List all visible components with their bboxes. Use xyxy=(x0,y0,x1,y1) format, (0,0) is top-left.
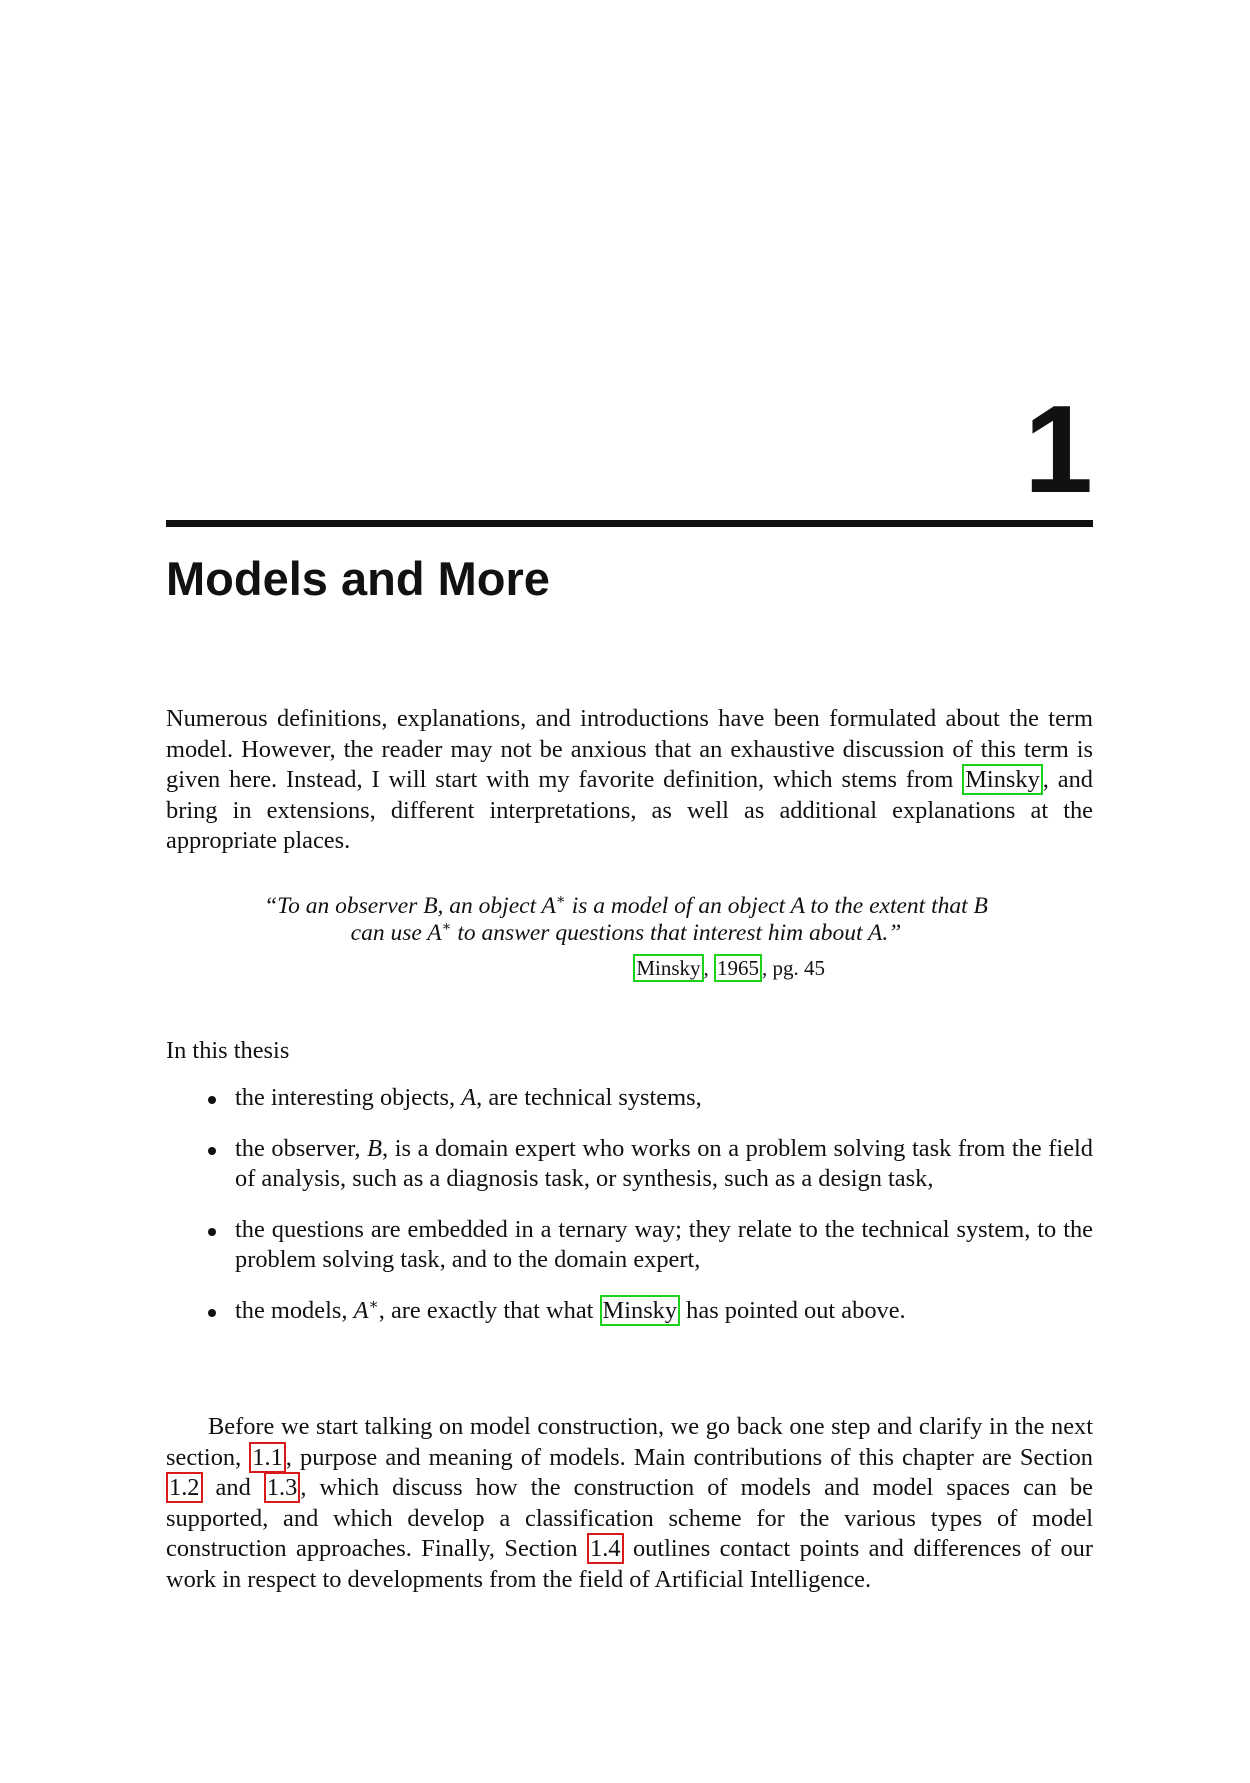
math-variable: A xyxy=(353,1296,369,1324)
bullet-icon xyxy=(208,1228,216,1236)
bullet-2-text-post: , is a domain expert who works on a problem solving task from the field of analysis, such as a diagnosis task, or synthesis, such as a design task, xyxy=(235,1134,1093,1192)
lead-in-text: In this thesis xyxy=(166,1037,290,1064)
list-item xyxy=(166,1296,1093,1327)
closing-paragraph xyxy=(166,1412,1093,1595)
chapter-number: 1 xyxy=(1024,381,1093,519)
bullet-4-text-pre: the models, xyxy=(235,1296,354,1324)
bullet-icon xyxy=(208,1147,216,1155)
list-item xyxy=(166,1083,1093,1114)
block-quote xyxy=(261,893,991,947)
bullet-4-text-post: has pointed out above. xyxy=(680,1296,906,1324)
section-link-1-1[interactable]: 1.1 xyxy=(249,1442,286,1473)
section-link-1-2[interactable]: 1.2 xyxy=(166,1472,203,1503)
math-variable: A xyxy=(461,1084,477,1111)
bullet-icon xyxy=(208,1309,216,1317)
bullet-icon xyxy=(208,1096,216,1104)
math-variable: B xyxy=(367,1134,383,1162)
bullet-3-text: the questions are embedded in a ternary way; they relate to the technical system, to the problem solving task, and to the domain expert, xyxy=(235,1215,1093,1273)
intro-text-2: , and bring in extensions, different interpretations, as well as additional explanations at the appropriate places. xyxy=(166,766,1093,854)
quote-attribution xyxy=(633,955,825,981)
list-item xyxy=(166,1215,1093,1276)
bullet-1-text-post: , are technical systems, xyxy=(476,1084,702,1111)
chapter-title: Models and More xyxy=(166,552,550,605)
citation-link-minsky-attribution[interactable]: Minsky xyxy=(633,954,703,982)
intro-text-1: Numerous definitions, explanations, and introductions have been formulated about the term model. However, the reader may not be anxious that an exhaustive discussion of this term is given here. Instead, I will start with my favorite definition, which stems from xyxy=(166,705,1093,793)
quote-sup-1: ∗ xyxy=(555,892,566,909)
intro-paragraph xyxy=(166,704,1093,857)
quote-part-2: is a model of an object A to the extent that B can use A xyxy=(350,893,988,946)
closing-text-1: Before we start talking on model construction, we go back one step and clarify in the next section, xyxy=(166,1413,1093,1471)
section-link-1-4[interactable]: 1.4 xyxy=(587,1533,624,1564)
quote-sup-2: ∗ xyxy=(441,919,452,936)
math-superscript: ∗ xyxy=(368,1296,379,1313)
bullet-1-text-pre: the interesting objects, xyxy=(235,1084,462,1111)
chapter-rule xyxy=(166,520,1093,527)
closing-text-5: outlines contact points and differences of our work in respect to developments from the field of Artificial Intelligence. xyxy=(166,1535,1093,1593)
quote-part-3: to answer questions that interest him about A.” xyxy=(451,920,902,946)
list-item xyxy=(166,1134,1093,1195)
quote-part-1: “To an observer B, an object A xyxy=(264,893,556,919)
closing-text-2: , purpose and meaning of models. Main contributions of this chapter are Section xyxy=(285,1443,1093,1471)
bullet-list xyxy=(166,1083,1093,1346)
bullet-2-text-pre: the observer, xyxy=(235,1134,368,1162)
attribution-page: , pg. 45 xyxy=(762,956,825,980)
bullet-4-text-mid: , are exactly that what xyxy=(378,1296,600,1324)
closing-text-4: , which discuss how the construction of models and model spaces can be supported, and which develop a classification scheme for the various types of model construction approaches. Finally, Section xyxy=(166,1474,1093,1562)
section-link-1-3[interactable]: 1.3 xyxy=(264,1472,301,1503)
closing-text-3: and xyxy=(202,1474,264,1501)
citation-link-minsky-bullet[interactable]: Minsky xyxy=(600,1295,681,1326)
attribution-separator: , xyxy=(703,956,714,980)
citation-link-year[interactable]: 1965 xyxy=(714,954,762,982)
citation-link-minsky[interactable]: Minsky xyxy=(962,764,1043,795)
